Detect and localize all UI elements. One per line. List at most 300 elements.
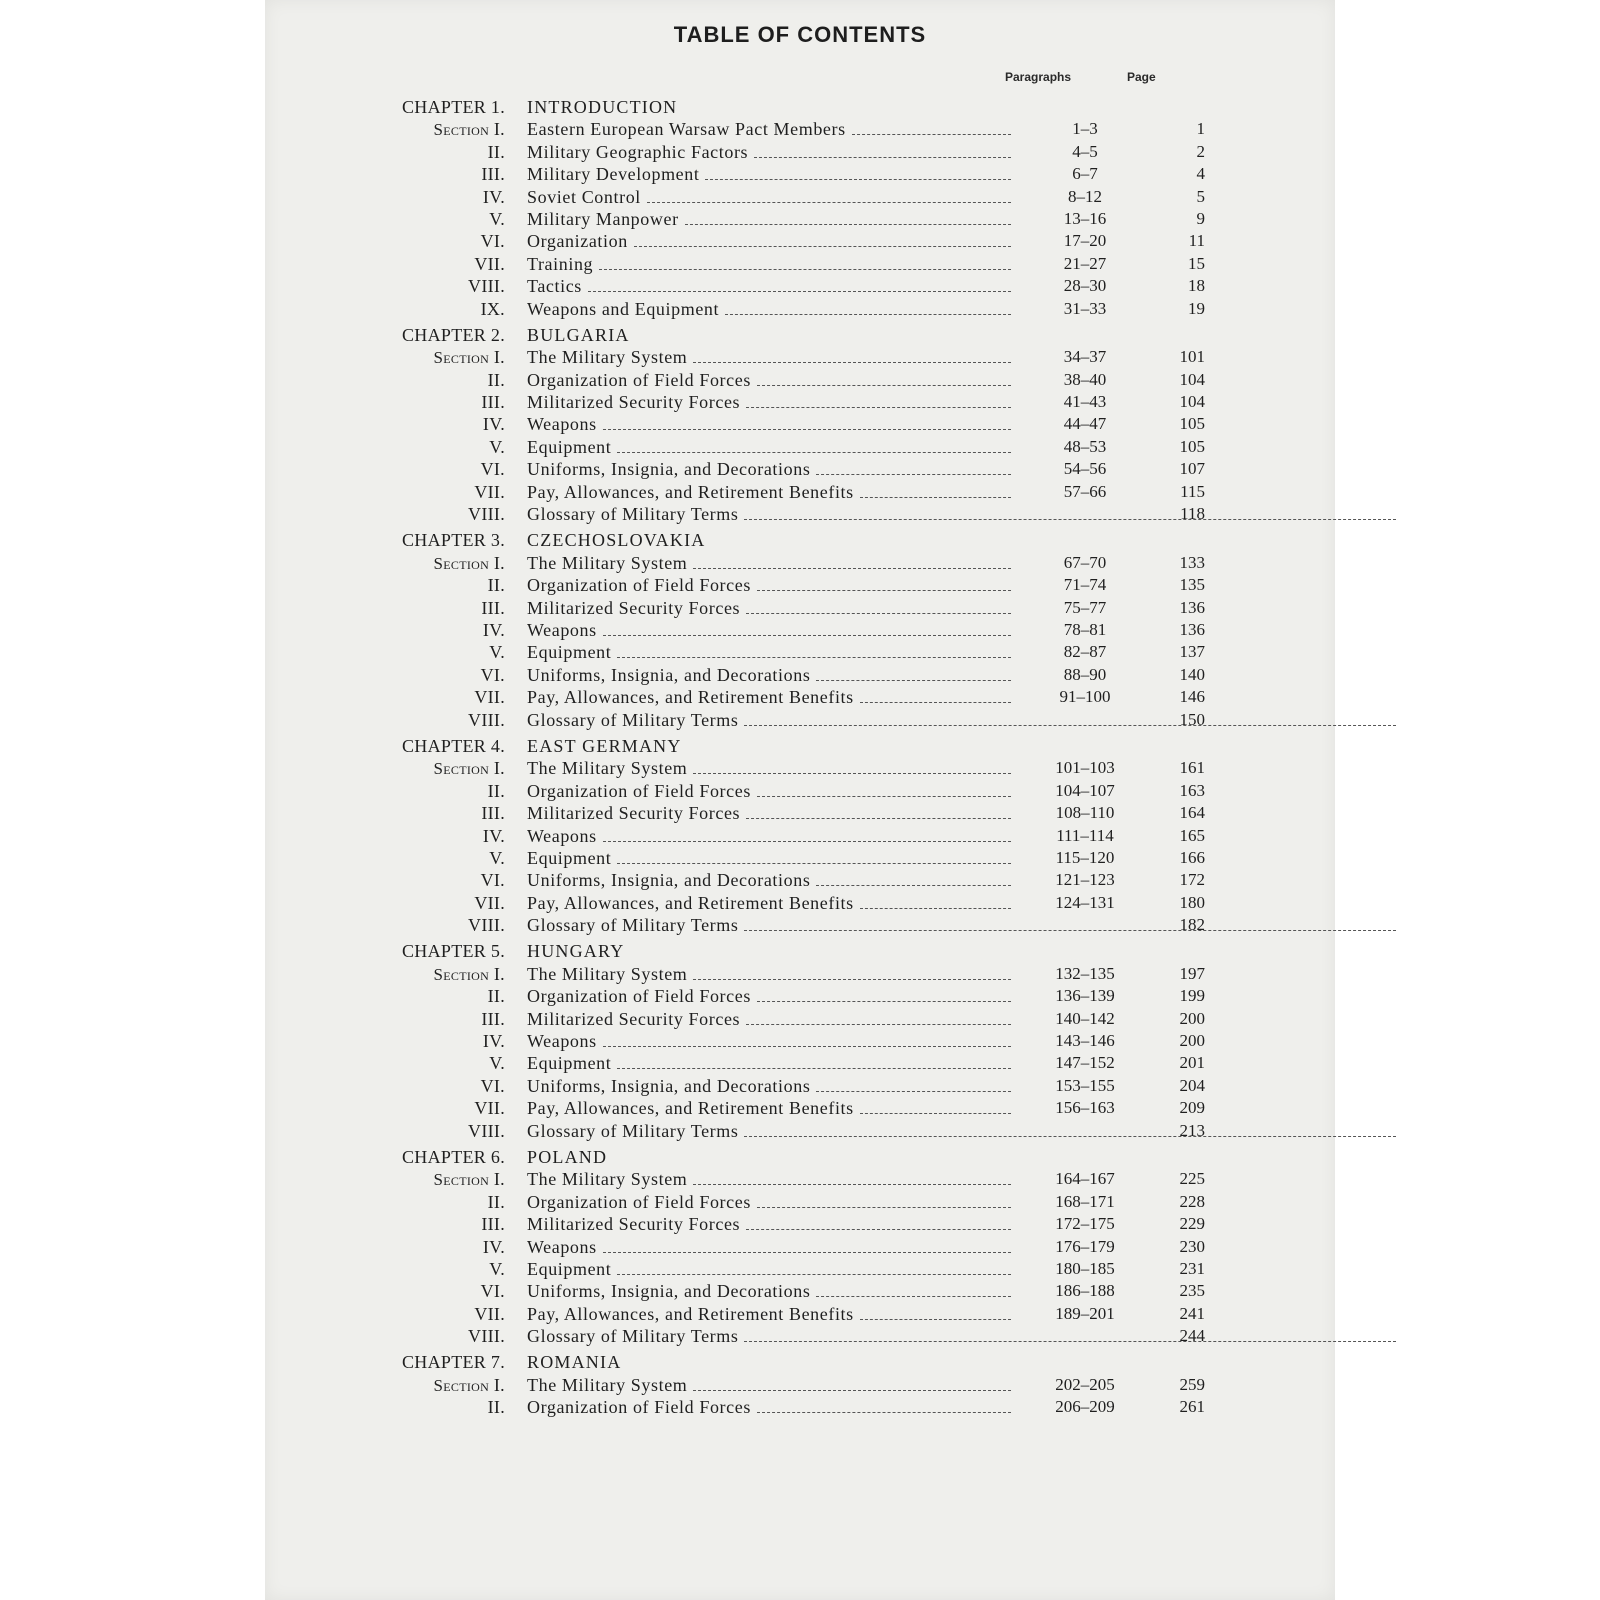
page-number: 101 (1179, 347, 1205, 367)
section-number: VI. (480, 870, 505, 891)
chapter-label: CHAPTER 6. (401, 1146, 505, 1167)
section-title: Militarized Security Forces (527, 1214, 741, 1235)
section-number: VIII. (468, 1120, 505, 1141)
paragraph-range: 164–167 (1055, 1169, 1115, 1189)
section-number: I. (493, 552, 505, 573)
dot-leader (744, 505, 1396, 520)
section-title: Pay, Allowances, and Retirement Benefits (527, 481, 854, 502)
section-number: I. (493, 347, 505, 368)
paragraph-range: 115–120 (1055, 847, 1115, 867)
page-number: 166 (1179, 847, 1205, 867)
column-header-page: Page (1127, 70, 1156, 84)
section-word: Section (433, 1170, 490, 1190)
section-row (265, 1236, 1335, 1258)
paragraph-range: 206–209 (1055, 1397, 1115, 1417)
section-title: Pay, Allowances, and Retirement Benefits (527, 1303, 854, 1324)
section-row (265, 141, 1335, 163)
section-title-wrap (527, 757, 1017, 779)
section-title-wrap (527, 186, 1017, 208)
page-number: 133 (1179, 552, 1205, 572)
paragraph-range: 180–185 (1055, 1258, 1115, 1278)
section-number: VIII. (468, 915, 505, 936)
section-title-wrap (527, 298, 1017, 320)
section-label (434, 1374, 505, 1397)
chapter-title: POLAND (527, 1146, 608, 1167)
section-title-wrap (527, 503, 1402, 525)
section-label (434, 963, 505, 986)
page-number: 107 (1179, 459, 1205, 479)
paragraph-range: 156–163 (1055, 1098, 1115, 1118)
section-number: V. (489, 847, 505, 868)
dot-leader (746, 1010, 1011, 1025)
section-word: Section (433, 759, 490, 779)
section-row (265, 163, 1335, 185)
section-title-wrap (527, 619, 1017, 641)
section-number: VI. (480, 459, 505, 480)
section-row (265, 619, 1335, 641)
section-row (265, 641, 1335, 663)
page-number: 161 (1179, 758, 1205, 778)
paragraph-range: 6–7 (1072, 164, 1098, 184)
section-title: The Military System (527, 1169, 688, 1190)
section-row (265, 369, 1335, 391)
section-number: II. (487, 780, 505, 801)
page-number: 18 (1188, 276, 1205, 296)
dot-leader (816, 871, 1011, 886)
section-title-wrap (527, 1213, 1017, 1235)
section-title-wrap (527, 985, 1017, 1007)
section-title: The Military System (527, 347, 688, 368)
section-title: Military Geographic Factors (527, 141, 749, 162)
chapter-row (265, 735, 1335, 757)
section-title: Organization of Field Forces (527, 780, 751, 801)
page-number: 229 (1179, 1214, 1205, 1234)
paragraph-range: 104–107 (1055, 780, 1115, 800)
paragraph-range: 1–3 (1072, 119, 1098, 139)
section-title-wrap (527, 346, 1017, 368)
section-title-wrap (527, 1052, 1017, 1074)
dot-leader (744, 1327, 1396, 1342)
paragraph-range: 132–135 (1055, 963, 1115, 983)
section-row (265, 1097, 1335, 1119)
dot-leader (746, 599, 1011, 614)
section-title: Uniforms, Insignia, and Decorations (527, 1281, 811, 1302)
section-title: Weapons (527, 1236, 597, 1257)
section-title-wrap (527, 1075, 1017, 1097)
section-number: II. (487, 1191, 505, 1212)
section-row (265, 1258, 1335, 1280)
page-number: 200 (1179, 1031, 1205, 1051)
section-row (265, 1120, 1335, 1142)
section-number: VII. (474, 481, 505, 502)
chapter-label: CHAPTER 3. (401, 530, 505, 551)
dot-leader (617, 438, 1011, 453)
chapter-title-wrap (527, 940, 1307, 962)
column-header-paragraphs: Paragraphs (1005, 70, 1072, 84)
section-row (265, 552, 1335, 574)
section-title-wrap (527, 1236, 1017, 1258)
section-title: Organization (527, 231, 628, 252)
chapter-row (265, 324, 1335, 346)
section-row (265, 914, 1335, 936)
chapter-title-wrap (527, 324, 1307, 346)
chapter-title: INTRODUCTION (527, 97, 678, 117)
section-number: IV. (482, 414, 505, 435)
section-row (265, 503, 1335, 525)
page-number: 150 (1179, 709, 1205, 729)
dot-leader (617, 1054, 1011, 1069)
dot-leader (617, 643, 1011, 658)
section-title-wrap (527, 481, 1017, 503)
dot-leader (754, 143, 1011, 158)
section-title-wrap (527, 825, 1017, 847)
section-title: The Military System (527, 552, 688, 573)
section-number: II. (487, 575, 505, 596)
section-title: Equipment (527, 847, 612, 868)
section-number: II. (487, 369, 505, 390)
section-title: Tactics (527, 276, 582, 297)
section-title-wrap (527, 1168, 1017, 1190)
section-title: The Military System (527, 963, 688, 984)
section-title: Glossary of Military Terms (527, 504, 739, 525)
section-title: Organization of Field Forces (527, 575, 751, 596)
section-number: V. (489, 1053, 505, 1074)
dot-leader (617, 1260, 1011, 1275)
section-row (265, 1030, 1335, 1052)
paragraph-range: 111–114 (1056, 825, 1114, 845)
page-number: 105 (1179, 436, 1205, 456)
section-row (265, 346, 1335, 368)
section-title: Organization of Field Forces (527, 369, 751, 390)
section-row (265, 825, 1335, 847)
section-title-wrap (527, 413, 1017, 435)
page-number: 163 (1179, 780, 1205, 800)
section-title: Organization of Field Forces (527, 986, 751, 1007)
chapter-title: EAST GERMANY (527, 735, 682, 756)
section-title-wrap (527, 141, 1017, 163)
section-title: Militarized Security Forces (527, 803, 741, 824)
page-number: 261 (1179, 1397, 1205, 1417)
section-title-wrap (527, 369, 1017, 391)
page-number: 15 (1188, 253, 1205, 273)
chapter-title-wrap (527, 1146, 1307, 1168)
section-title-wrap (527, 641, 1017, 663)
section-title: Uniforms, Insignia, and Decorations (527, 459, 811, 480)
section-title: Pay, Allowances, and Retirement Benefits (527, 1098, 854, 1119)
chapter-row (265, 529, 1335, 551)
chapter-title: BULGARIA (527, 324, 630, 345)
chapter-row (265, 1351, 1335, 1373)
paragraph-range: 71–74 (1063, 575, 1107, 595)
chapter-title-wrap (527, 1351, 1307, 1373)
section-title-wrap (527, 1303, 1017, 1325)
section-title: Glossary of Military Terms (527, 1326, 739, 1347)
section-title: Glossary of Military Terms (527, 1120, 739, 1141)
section-row (265, 298, 1335, 320)
section-row (265, 253, 1335, 275)
chapter-title-wrap (527, 735, 1307, 757)
section-title-wrap (527, 275, 1017, 297)
paragraph-range: 101–103 (1055, 758, 1115, 778)
page-number: 225 (1179, 1169, 1205, 1189)
section-number: VI. (480, 1075, 505, 1096)
paragraph-range: 88–90 (1063, 664, 1107, 684)
section-title-wrap (527, 1120, 1402, 1142)
section-title-wrap (527, 1396, 1017, 1418)
page-number: 235 (1179, 1281, 1205, 1301)
section-title-wrap (527, 1097, 1017, 1119)
chapter-label: CHAPTER 4. (401, 735, 505, 756)
page-number: 182 (1179, 915, 1205, 935)
dot-leader (647, 188, 1011, 203)
section-label (434, 346, 505, 369)
section-row (265, 230, 1335, 252)
section-title: Organization of Field Forces (527, 1191, 751, 1212)
section-title: Equipment (527, 436, 612, 457)
section-title: Military Development (527, 164, 700, 185)
page-number: 231 (1179, 1258, 1205, 1278)
section-title-wrap (527, 1191, 1017, 1213)
section-label (434, 1168, 505, 1191)
paragraph-range: 31–33 (1063, 298, 1107, 318)
section-number: III. (481, 164, 505, 185)
paragraph-range: 82–87 (1063, 642, 1107, 662)
page-number: 4 (1196, 164, 1205, 184)
section-row (265, 847, 1335, 869)
page-number: 165 (1179, 825, 1205, 845)
section-title: Equipment (527, 642, 612, 663)
page-number: 197 (1179, 963, 1205, 983)
section-title-wrap (527, 1280, 1017, 1302)
page-number: 241 (1179, 1303, 1205, 1323)
section-number: VII. (474, 1303, 505, 1324)
section-title: Equipment (527, 1258, 612, 1279)
chapter-title: ROMANIA (527, 1352, 622, 1373)
section-label (434, 552, 505, 575)
paragraph-range: 4–5 (1072, 141, 1098, 161)
paragraph-range: 34–37 (1063, 347, 1107, 367)
section-row (265, 869, 1335, 891)
section-label (434, 757, 505, 780)
section-word: Section (433, 964, 490, 984)
page-number: 230 (1179, 1236, 1205, 1256)
section-title-wrap (527, 574, 1017, 596)
dot-leader (617, 849, 1011, 864)
section-number: VII. (474, 253, 505, 274)
section-title-wrap (527, 230, 1017, 252)
section-title-wrap (527, 963, 1017, 985)
section-title: Eastern European Warsaw Pact Members (527, 119, 846, 140)
paragraph-range: 189–201 (1055, 1303, 1115, 1323)
section-row (265, 709, 1335, 731)
paragraph-range: 28–30 (1063, 276, 1107, 296)
section-word: Section (433, 553, 490, 573)
section-title-wrap (527, 1258, 1017, 1280)
section-row (265, 208, 1335, 230)
section-row (265, 391, 1335, 413)
section-word: Section (433, 120, 490, 140)
page-number: 209 (1179, 1098, 1205, 1118)
section-number: II. (487, 986, 505, 1007)
section-row (265, 458, 1335, 480)
section-title: Military Manpower (527, 208, 679, 229)
paragraph-range: 202–205 (1055, 1374, 1115, 1394)
dot-leader (757, 371, 1011, 386)
dot-leader (685, 210, 1011, 225)
chapter-title: CZECHOSLOVAKIA (527, 530, 706, 551)
paragraph-range: 108–110 (1055, 803, 1115, 823)
section-row (265, 892, 1335, 914)
dot-leader (757, 576, 1011, 591)
section-title: Militarized Security Forces (527, 1008, 741, 1029)
section-number: VII. (474, 892, 505, 913)
section-row (265, 664, 1335, 686)
paragraph-range: 124–131 (1055, 892, 1115, 912)
section-row (265, 1052, 1335, 1074)
section-title-wrap (527, 1325, 1402, 1347)
chapter-label: CHAPTER 1. (401, 97, 505, 117)
chapter-row (265, 1146, 1335, 1168)
dot-leader (746, 804, 1011, 819)
dot-leader (744, 916, 1396, 931)
section-row (265, 1374, 1335, 1396)
section-title-wrap (527, 709, 1402, 731)
section-row (265, 436, 1335, 458)
section-title-wrap (527, 1030, 1017, 1052)
dot-leader (693, 1170, 1011, 1185)
section-number: I. (493, 1169, 505, 1190)
section-number: IV. (482, 1031, 505, 1052)
section-title: The Military System (527, 1374, 688, 1395)
paragraph-range: 48–53 (1063, 436, 1107, 456)
section-title: Equipment (527, 1053, 612, 1074)
dot-leader (816, 1077, 1011, 1092)
page-number: 164 (1179, 803, 1205, 823)
page-number: 9 (1196, 208, 1205, 228)
section-number: I. (493, 758, 505, 779)
dot-leader (860, 483, 1011, 498)
paragraph-range: 136–139 (1055, 986, 1115, 1006)
section-row (265, 118, 1335, 140)
paragraph-range: 67–70 (1063, 552, 1107, 572)
dot-leader (816, 1282, 1011, 1297)
section-row (265, 780, 1335, 802)
section-title-wrap (527, 597, 1017, 619)
section-number: III. (481, 597, 505, 618)
paragraph-range: 147–152 (1055, 1053, 1115, 1073)
document-page (265, 0, 1335, 1600)
section-row (265, 1396, 1335, 1418)
dot-leader (705, 165, 1011, 180)
page-number: 2 (1196, 141, 1205, 161)
paragraph-range: 91–100 (1059, 687, 1111, 707)
section-title-wrap (527, 391, 1017, 413)
paragraph-range: 17–20 (1063, 231, 1107, 251)
paragraph-range: 78–81 (1063, 619, 1107, 639)
section-title: Militarized Security Forces (527, 392, 741, 413)
section-number: III. (481, 392, 505, 413)
dot-leader (757, 1398, 1011, 1413)
section-number: VII. (474, 1098, 505, 1119)
page-number: 104 (1179, 369, 1205, 389)
paragraph-range: 121–123 (1055, 870, 1115, 890)
section-row (265, 1325, 1335, 1347)
chapter-row (265, 96, 1335, 118)
section-title-wrap (527, 458, 1017, 480)
dot-leader (757, 1193, 1011, 1208)
section-row (265, 574, 1335, 596)
page-number: 201 (1179, 1053, 1205, 1073)
page-number: 104 (1179, 392, 1205, 412)
page-number: 19 (1188, 298, 1205, 318)
paragraph-range: 57–66 (1063, 481, 1107, 501)
paragraph-range: 153–155 (1055, 1075, 1115, 1095)
page-number: 1 (1196, 119, 1205, 139)
section-title: Weapons (527, 414, 597, 435)
section-title: Weapons (527, 1031, 597, 1052)
section-number: VI. (480, 231, 505, 252)
page-number: 115 (1180, 481, 1205, 501)
paragraph-range: 176–179 (1055, 1236, 1115, 1256)
section-title-wrap (527, 847, 1017, 869)
section-number: VIII. (468, 1326, 505, 1347)
section-title-wrap (527, 436, 1017, 458)
section-row (265, 1280, 1335, 1302)
section-row (265, 985, 1335, 1007)
dot-leader (634, 232, 1011, 247)
section-number: VII. (474, 687, 505, 708)
section-number: VIII. (468, 504, 505, 525)
dot-leader (757, 782, 1011, 797)
paragraph-range: 186–188 (1055, 1281, 1115, 1301)
section-title: Pay, Allowances, and Retirement Benefits (527, 687, 854, 708)
section-title-wrap (527, 802, 1017, 824)
section-row (265, 186, 1335, 208)
dot-leader (860, 894, 1011, 909)
section-number: V. (489, 436, 505, 457)
dot-leader (603, 621, 1011, 636)
section-label (434, 118, 505, 141)
page-number: 200 (1179, 1008, 1205, 1028)
page-number: 204 (1179, 1075, 1205, 1095)
section-number: II. (487, 141, 505, 162)
section-number: V. (489, 642, 505, 663)
dot-leader (599, 255, 1011, 270)
page-number: 180 (1179, 892, 1205, 912)
dot-leader (603, 415, 1011, 430)
section-number: I. (493, 963, 505, 984)
section-number: II. (487, 1397, 505, 1418)
section-row (265, 1191, 1335, 1213)
section-number: IV. (482, 825, 505, 846)
dot-leader (603, 1238, 1011, 1253)
section-title: Organization of Field Forces (527, 1397, 751, 1418)
dot-leader (693, 965, 1011, 980)
section-number: IV. (482, 1236, 505, 1257)
paragraph-range: 21–27 (1063, 253, 1107, 273)
dot-leader (757, 987, 1011, 1002)
chapter-title: HUNGARY (527, 941, 625, 962)
section-title-wrap (527, 892, 1017, 914)
page-number: 228 (1179, 1191, 1205, 1211)
paragraph-range: 44–47 (1063, 414, 1107, 434)
page-number: 199 (1179, 986, 1205, 1006)
section-title-wrap (527, 118, 1017, 140)
section-row (265, 802, 1335, 824)
dot-leader (860, 1305, 1011, 1320)
section-row (265, 275, 1335, 297)
dot-leader (746, 393, 1011, 408)
